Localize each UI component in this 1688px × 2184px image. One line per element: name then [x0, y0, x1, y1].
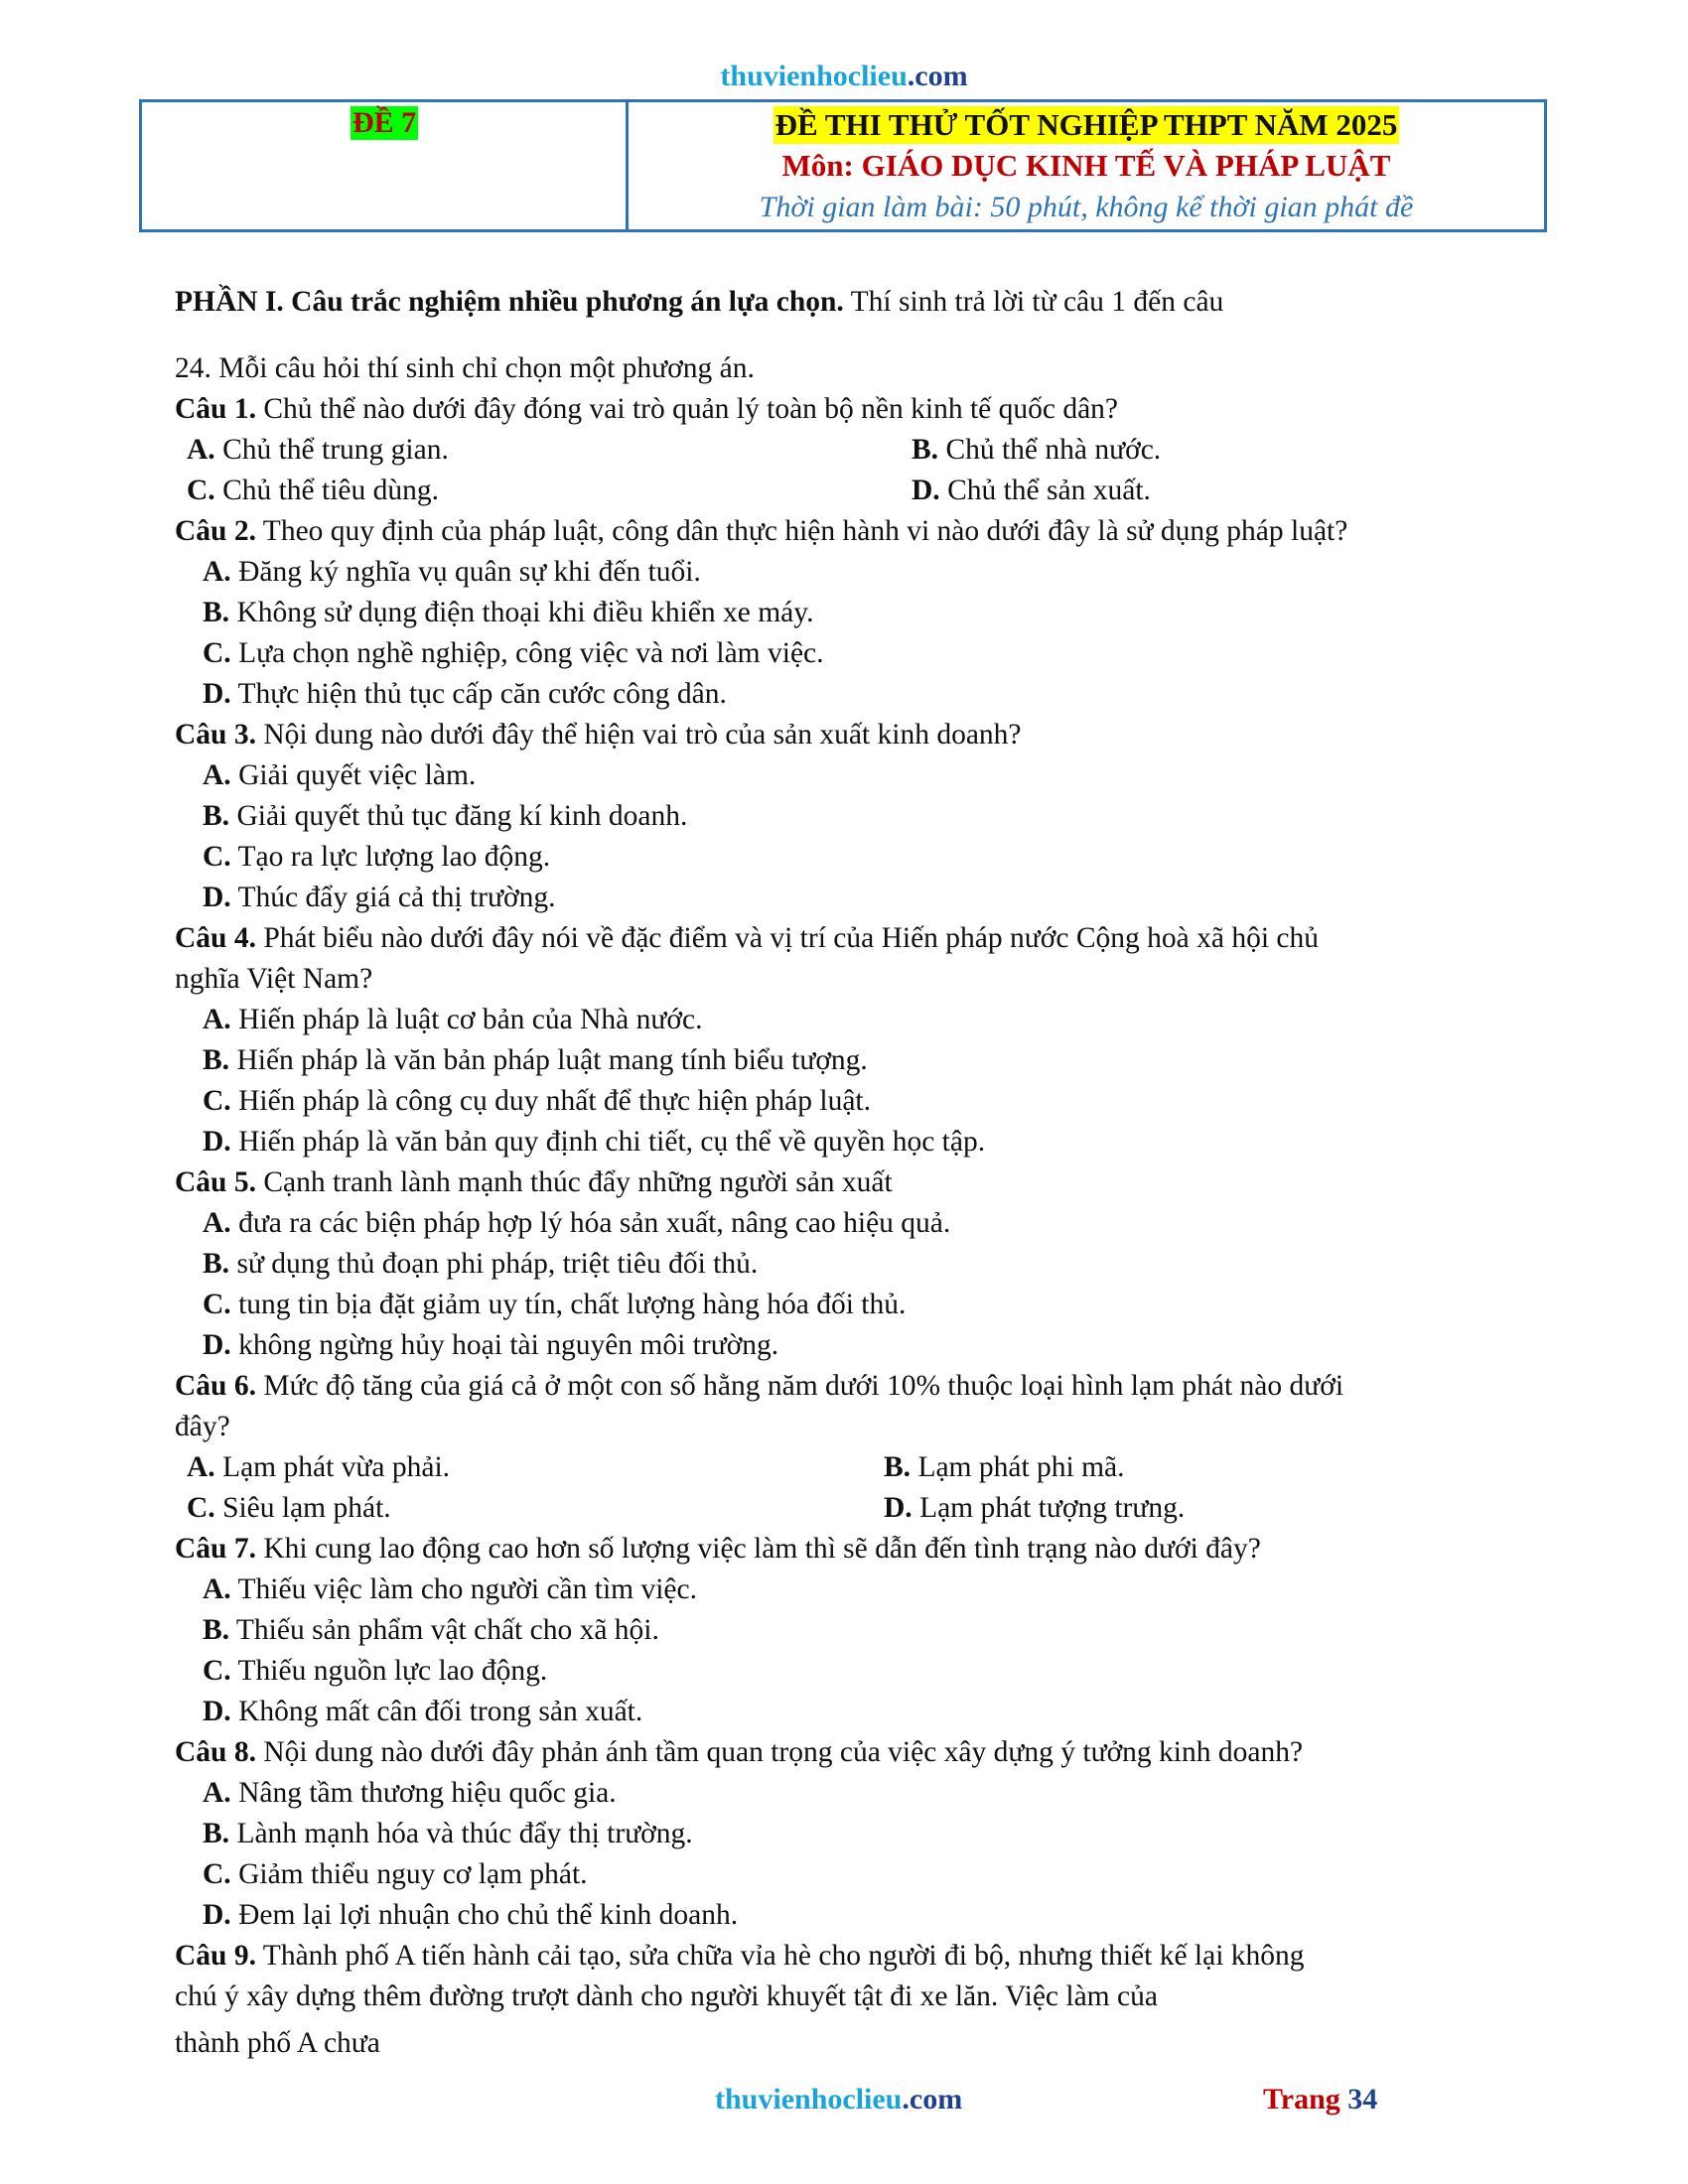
question-text: Theo quy định của pháp luật, công dân thực hiện hành vi nào dưới đây là sử dụng pháp luật?	[255, 515, 1348, 547]
question-8	[175, 1732, 1535, 1773]
option-d[interactable]: D. Chủ thể sản xuất.	[912, 475, 1151, 506]
question-label: Câu 3.	[175, 719, 256, 751]
question-text-cont: nghĩa Việt Nam?	[175, 963, 373, 995]
option-row	[175, 471, 1535, 511]
part-1-instruction: Thí sinh trả lời từ câu 1 đến câu	[843, 286, 1224, 318]
option-c[interactable]: C. Lựa chọn nghề nghiệp, công việc và nơi làm việc.	[203, 637, 824, 669]
option-a[interactable]: A. Lạm phát vừa phải.	[187, 1451, 451, 1483]
option-a[interactable]: A. Giải quyết việc làm.	[203, 759, 477, 791]
question-4	[175, 918, 1535, 959]
option-d[interactable]: D. Thực hiện thủ tục cấp căn cước công dân.	[203, 678, 727, 710]
question-label: Câu 4.	[175, 922, 256, 954]
question-text: Mức độ tăng của giá cả ở một con số hằng năm dưới 10% thuộc loại hình lạm phát nào dưới	[255, 1370, 1344, 1402]
question-text: Chủ thể nào dưới đây đóng vai trò quản lý toàn bộ nền kinh tế quốc dân?	[255, 393, 1119, 425]
option-c[interactable]: C. Giảm thiểu nguy cơ lạm phát.	[203, 1858, 588, 1890]
header-left-cell	[142, 102, 629, 229]
page-number: Trang 34	[1263, 2083, 1378, 2116]
exam-title: ĐỀ THI THỬ TỐT NGHIỆP THPT NĂM 2025	[774, 107, 1398, 142]
option-b[interactable]: B. Giải quyết thủ tục đăng kí kinh doanh.	[203, 800, 688, 832]
option-b[interactable]: B. Lành mạnh hóa và thúc đẩy thị trường.	[203, 1818, 693, 1849]
option-a[interactable]: A. Chủ thể trung gian.	[187, 434, 449, 466]
question-text: Nội dung nào dưới đây thể hiện vai trò của sản xuất kinh doanh?	[255, 719, 1022, 751]
option-b[interactable]: B. Hiến pháp là văn bản pháp luật mang tính biểu tượng.	[203, 1044, 868, 1076]
question-label: Câu 8.	[175, 1736, 256, 1768]
option-b[interactable]: B. Thiếu sản phẩm vật chất cho xã hội.	[203, 1614, 659, 1646]
site-domain: .com	[907, 60, 968, 92]
question-text: Cạnh tranh lành mạnh thúc đẩy những người sản xuất	[255, 1166, 893, 1198]
question-9	[175, 1936, 1535, 1977]
question-label: Câu 7.	[175, 1533, 256, 1565]
option-b[interactable]: B. sử dụng thủ đoạn phi pháp, triệt tiêu đối thủ.	[203, 1248, 759, 1280]
option-c[interactable]: C. Chủ thể tiêu dùng.	[187, 475, 440, 506]
question-text: Khi cung lao động cao hơn số lượng việc làm thì sẽ dẫn đến tình trạng nào dưới đây?	[255, 1533, 1261, 1565]
header-right-cell	[629, 102, 1544, 229]
option-d[interactable]: D. Không mất cân đối trong sản xuất.	[203, 1696, 643, 1727]
option-a[interactable]: A. Nâng tầm thương hiệu quốc gia.	[203, 1777, 617, 1809]
option-a[interactable]: A. Thiếu việc làm cho người cần tìm việc.	[203, 1573, 697, 1605]
option-c[interactable]: C. Hiến pháp là công cụ duy nhất để thực hiện pháp luật.	[203, 1085, 872, 1117]
question-7	[175, 1529, 1535, 1570]
exam-header-table	[139, 99, 1547, 232]
exam-number-badge: ĐỀ 7	[352, 106, 417, 139]
question-label: Câu 5.	[175, 1166, 256, 1198]
option-b[interactable]: B. Lạm phát phi mã.	[884, 1451, 1125, 1483]
site-name: thuvienhoclieu	[720, 60, 908, 92]
question-text-cont: chú ý xây dựng thêm đường trượt dành cho người khuyết tật đi xe lăn. Việc làm của	[175, 1980, 1158, 2012]
exam-content	[175, 282, 1535, 2064]
question-6	[175, 1366, 1535, 1407]
option-c[interactable]: C. Tạo ra lực lượng lao động.	[203, 841, 551, 873]
option-d[interactable]: D. Hiến pháp là văn bản quy định chi tiết, cụ thể về quyền học tập.	[203, 1126, 986, 1158]
question-label: Câu 1.	[175, 393, 256, 425]
option-a[interactable]: A. đưa ra các biện pháp hợp lý hóa sản xuất, nâng cao hiệu quả.	[203, 1207, 951, 1239]
option-d[interactable]: D. Thúc đẩy giá cả thị trường.	[203, 882, 556, 913]
option-b[interactable]: B. Không sử dụng điện thoại khi điều khiển xe máy.	[203, 597, 814, 628]
footer-site-link[interactable]: thuvienhoclieu.com	[715, 2083, 963, 2116]
question-text-cont: đây?	[175, 1411, 230, 1442]
option-a[interactable]: A. Hiến pháp là luật cơ bản của Nhà nước.	[203, 1004, 703, 1035]
option-d[interactable]: D. Lạm phát tượng trưng.	[884, 1492, 1186, 1524]
part-1-heading	[175, 282, 1535, 323]
exam-subject: Môn: GIÁO DỤC KINH TẾ VÀ PHÁP LUẬT	[781, 148, 1391, 183]
question-text: Thành phố A tiến hành cải tạo, sửa chữa vỉa hè cho người đi bộ, nhưng thiết kế lại không	[255, 1940, 1305, 1972]
part-1-instruction-cont: 24. Mỗi câu hỏi thí sinh chỉ chọn một phương án.	[175, 352, 755, 384]
question-1	[175, 389, 1535, 430]
option-b[interactable]: B. Chủ thể nhà nước.	[912, 434, 1162, 466]
option-row	[175, 1488, 1535, 1529]
question-text: Nội dung nào dưới đây phản ánh tầm quan trọng của việc xây dựng ý tưởng kinh doanh?	[255, 1736, 1304, 1768]
site-header-link[interactable]	[0, 60, 1688, 93]
option-c[interactable]: C. Thiếu nguồn lực lao động.	[203, 1655, 548, 1687]
question-2	[175, 511, 1535, 552]
question-label: Câu 2.	[175, 515, 256, 547]
option-row	[175, 1447, 1535, 1488]
question-5	[175, 1162, 1535, 1203]
option-row	[175, 430, 1535, 471]
page-footer	[0, 2083, 1688, 2122]
question-text-cont: thành phố A chưa	[175, 2027, 380, 2059]
option-c[interactable]: C. Siêu lạm phát.	[187, 1492, 391, 1524]
question-label: Câu 6.	[175, 1370, 256, 1402]
exam-duration: Thời gian làm bài: 50 phút, không kể thời gian phát đề	[759, 191, 1414, 223]
option-d[interactable]: D. không ngừng hủy hoại tài nguyên môi trường.	[203, 1329, 779, 1361]
question-text: Phát biểu nào dưới đây nói về đặc điểm và vị trí của Hiến pháp nước Cộng hoà xã hội chủ	[255, 922, 1319, 954]
option-a[interactable]: A. Đăng ký nghĩa vụ quân sự khi đến tuổi.	[203, 556, 701, 588]
option-d[interactable]: D. Đem lại lợi nhuận cho chủ thể kinh doanh.	[203, 1899, 739, 1931]
question-label: Câu 9.	[175, 1940, 256, 1972]
part-1-title: PHẦN I. Câu trắc nghiệm nhiều phương án lựa chọn.	[175, 286, 844, 318]
option-c[interactable]: C. tung tin bịa đặt giảm uy tín, chất lượng hàng hóa đối thủ.	[203, 1289, 907, 1320]
question-3	[175, 715, 1535, 755]
